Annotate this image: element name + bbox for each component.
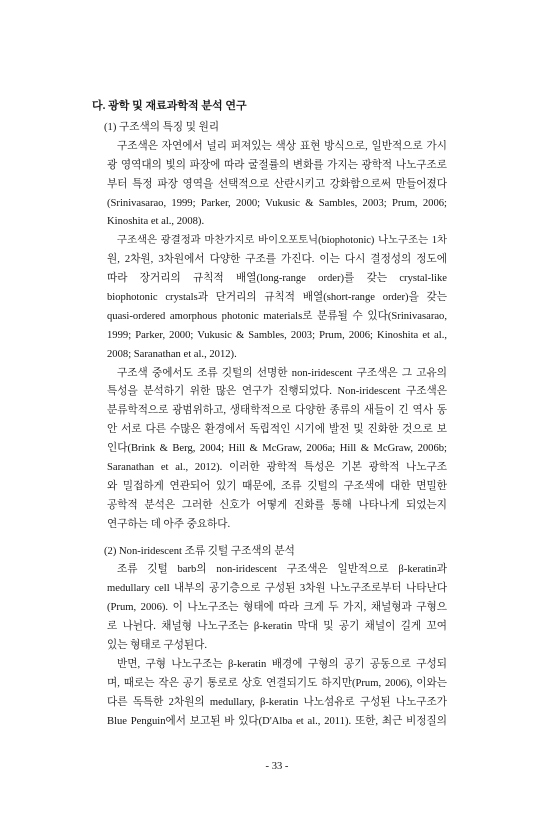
page-body [92, 97, 447, 732]
text-line: 며, 때로는 작은 공기 통로로 상호 연결되기도 하지만(Prum, 2006), 이와는 [107, 677, 447, 689]
text-line: Blue Penguin에서 보고된 바 있다(D'Alba et al., 2011). 또한, 최근 비정질의 [107, 715, 447, 727]
text-line: biophotonic crystals과 단거리의 규칙적 배열(short-range order)을 갖는 [107, 292, 447, 304]
text-line: 광 영역대의 빛의 파장에 따라 굴절률의 변화를 가지는 광학적 나노구조로 [107, 159, 447, 171]
text-line: 구조색은 자연에서 널리 퍼져있는 색상 표현 방식으로, 일반적으로 가시 [117, 140, 447, 152]
text-line: 분류학적으로 광범위하고, 생태학적으로 다양한 종류의 새들이 긴 역사 동 [107, 405, 447, 417]
text-line: 구조색 중에서도 조류 깃털의 선명한 non-iridescent 구조색은 그 고유의 [117, 367, 447, 379]
text-line: quasi-ordered amorphous photonic materials로 분류될 수 있다(Srinivasarao, [107, 310, 447, 322]
text-line: medullary cell 내부의 공기층으로 구성된 3차원 나노구조로부터 나타난다 [107, 583, 447, 595]
text-line: 안 서로 다른 수많은 환경에서 독립적인 시기에 발전 및 진화한 것으로 보 [107, 424, 447, 436]
text-line: 반면, 구형 나노구조는 β-keratin 배경에 구형의 공기 공동으로 구성되 [117, 658, 447, 670]
text-line: 부터 특정 파장 영역을 선택적으로 산란시키고 강화함으로써 만들어졌다 [107, 178, 447, 190]
text-line: (Prum, 2006). 이 나노구조는 형태에 따라 크게 두 가지, 채널형과 구형으 [107, 602, 447, 614]
page-number: - 33 - [265, 761, 289, 772]
paragraph [107, 656, 447, 732]
text-line: 특성을 분석하기 위한 많은 연구가 진행되었다. Non-iridescent 구조색은 [107, 386, 447, 398]
text-line: 있는 형태로 구성된다. [107, 640, 208, 652]
text-line: 2008; Saranathan et al., 2012). [107, 348, 237, 360]
text-line: 원, 2차원, 3차원에서 다양한 구조를 가진다. 이는 다시 결정성의 정도에 [107, 254, 447, 266]
text-line: Saranathan et al., 2012). 이러한 광학적 특성은 기본 광학적 나노구조 [107, 462, 447, 474]
text-line: 공학적 분석은 그러한 신호가 어떻게 진화를 통해 나타나게 되었는지 [107, 499, 447, 511]
paragraph [107, 561, 447, 655]
text-line: 연구하는 데 아주 중요하다. [107, 518, 231, 530]
text-line: 로 나뉜다. 채널형 나노구조는 β-keratin 막대 및 공기 채널이 길게 꼬여 [107, 621, 447, 633]
text-line: Kinoshita et al., 2008). [107, 216, 205, 228]
text-line: 와 밀접하게 연관되어 있기 때문에, 조류 깃털의 구조색에 대한 면밀한 [107, 480, 447, 492]
text-line: 인다(Brink & Berg, 2004; Hill & McGraw, 2006a; Hill & McGraw, 2006b; [107, 443, 447, 455]
subsection-title: (1) 구조색의 특징 및 원리 [104, 122, 220, 133]
paragraph [107, 232, 447, 364]
text-line: 조류 깃털 barb의 non-iridescent 구조색은 일반적으로 β-keratin과 [117, 564, 447, 576]
text-line: (Srinivasarao, 1999; Parker, 2000; Vukusic & Sambles, 2003; Prum, 2006; [107, 197, 447, 209]
text-line: 구조색은 광결정과 마찬가지로 바이오포토닉(biophotonic) 나노구조는 1차 [117, 235, 447, 247]
paragraph [107, 365, 447, 535]
text-line: 따라 장거리의 규칙적 배열(long-range order)를 갖는 crystal-like [107, 273, 447, 285]
section-heading: 다. 광학 및 재료과학적 분석 연구 [92, 100, 247, 112]
subsection-title: (2) Non-iridescent 조류 깃털 구조색의 분석 [104, 545, 295, 557]
paragraph [107, 138, 447, 232]
text-line: 다른 독특한 2차원의 medullary, β-keratin 나노섬유로 구성된 나노구조가 [107, 696, 447, 708]
text-line: 1999; Parker, 2000; Vukusic & Sambles, 2003; Prum, 2006; Kinoshita et al., [107, 329, 447, 341]
